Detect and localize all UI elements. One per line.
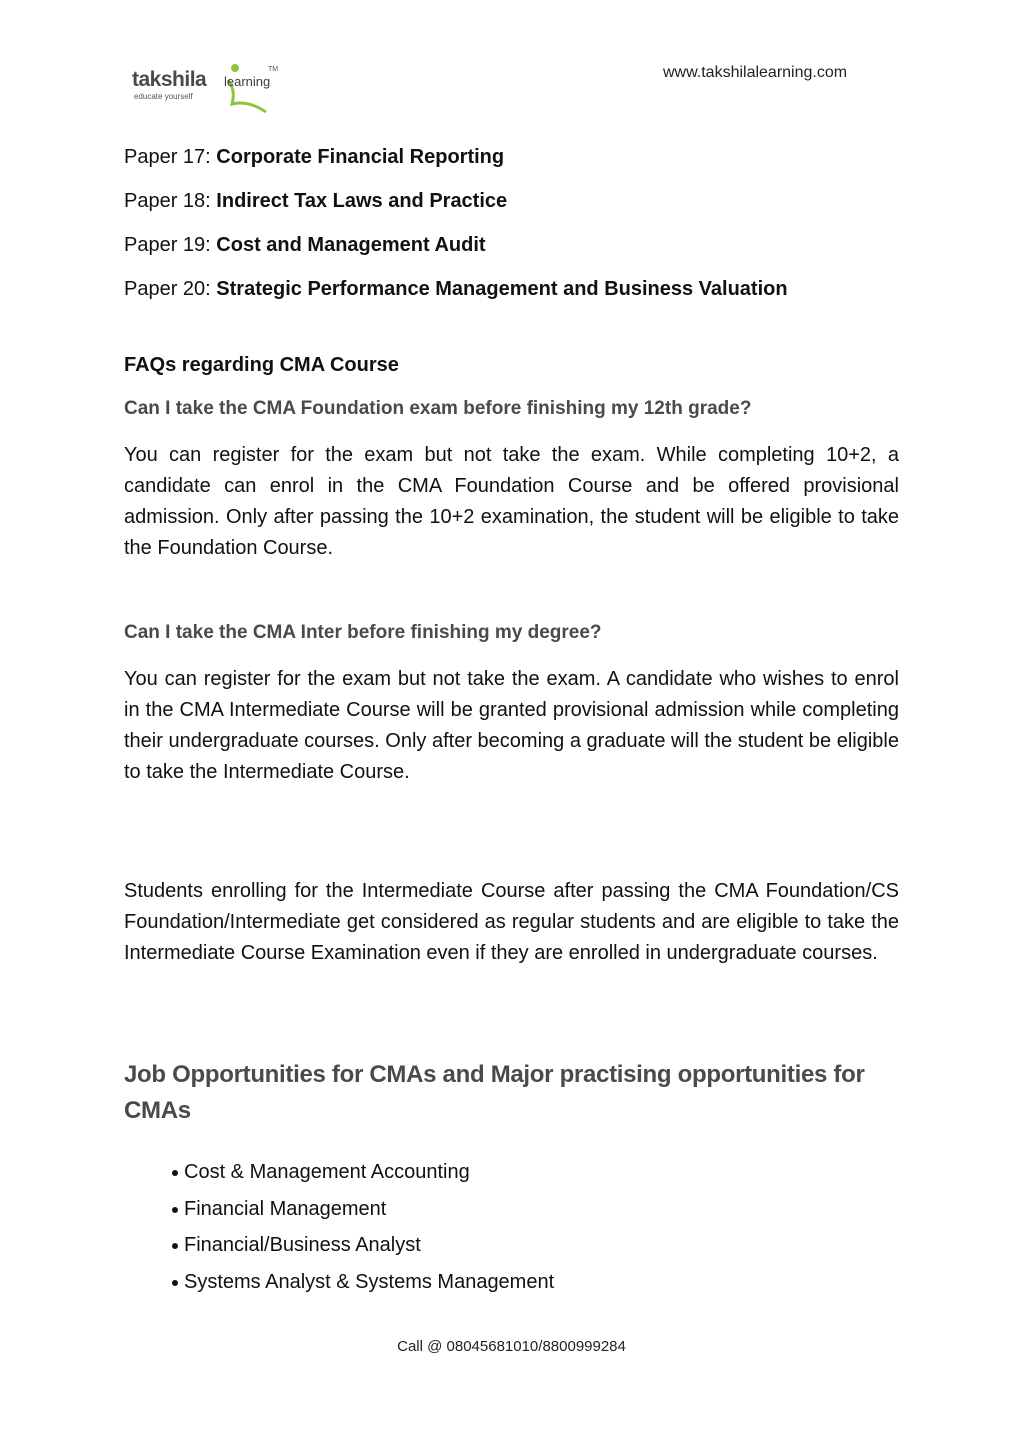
faq-question-1: Can I take the CMA Foundation exam before finishing my 12th grade? [124,398,752,419]
logo-word: takshila [132,68,207,91]
paper-17 [124,135,904,179]
logo-tagline: educate yourself [134,92,193,101]
paper-prefix: Paper 18: [124,190,217,212]
logo-learning: learning [224,74,271,89]
list-item-label: Financial Management [184,1197,387,1220]
list-item-label: Systems Analyst & Systems Management [184,1270,555,1293]
logo-trademark: TM [268,66,279,73]
paper-list [124,135,904,311]
jobs-list [172,1154,554,1300]
list-item-label: Cost & Management Accounting [184,1161,470,1183]
list-item [172,1191,554,1228]
bullet-icon [172,1170,178,1176]
bullet-icon [172,1280,178,1286]
paper-18 [124,179,904,223]
paper-prefix: Paper 20: [124,278,217,300]
paper-title: Indirect Tax Laws and Practice [216,190,508,212]
paper-title: Strategic Performance Management and Business Valuation [216,278,788,300]
bullet-icon [172,1207,178,1213]
paper-19 [124,223,904,267]
faq-answer-1: You can register for the exam but not take the exam. While completing 10+2, a candidate can enrol in the CMA Foundation Course and be offered provisional admission. Only after passing the 10+2 examination, the student will be eligible to take the Foundation Course. [124,444,899,559]
faq-question-2: Can I take the CMA Inter before finishing my degree? [124,622,602,643]
list-item [172,1227,554,1264]
faq-heading: FAQs regarding CMA Course [124,354,399,376]
jobs-heading: Job Opportunities for CMAs and Major practising opportunities for CMAs [124,1061,865,1124]
list-item [172,1154,554,1191]
paper-title: Corporate Financial Reporting [216,146,505,168]
paper-20 [124,267,904,311]
bullet-icon [172,1243,178,1249]
site-url[interactable]: www.takshilalearning.com [663,64,848,81]
list-item-label: Financial/Business Analyst [184,1234,421,1256]
paper-prefix: Paper 17: [124,146,217,168]
paper-title: Cost and Management Audit [216,234,486,256]
faq-answer-2: You can register for the exam but not take the exam. A candidate who wishes to enrol in the CMA Intermediate Course will be granted provisional admission while completing their undergraduate courses. Only after becoming a graduate will the student be eligible to take the Intermediate Course. [124,668,899,783]
footer-contact: Call @ 08045681010/8800999284 [397,1338,626,1355]
takshila-logo [128,56,288,112]
paper-prefix: Paper 19: [124,234,217,256]
faq-answer-3: Students enrolling for the Intermediate Course after passing the CMA Foundation/CS Foundation/Intermediate get considered as regular students and are eligible to take the Intermediate Course Examination even if they are enrolled in undergraduate courses. [124,880,899,964]
list-item [172,1264,554,1301]
